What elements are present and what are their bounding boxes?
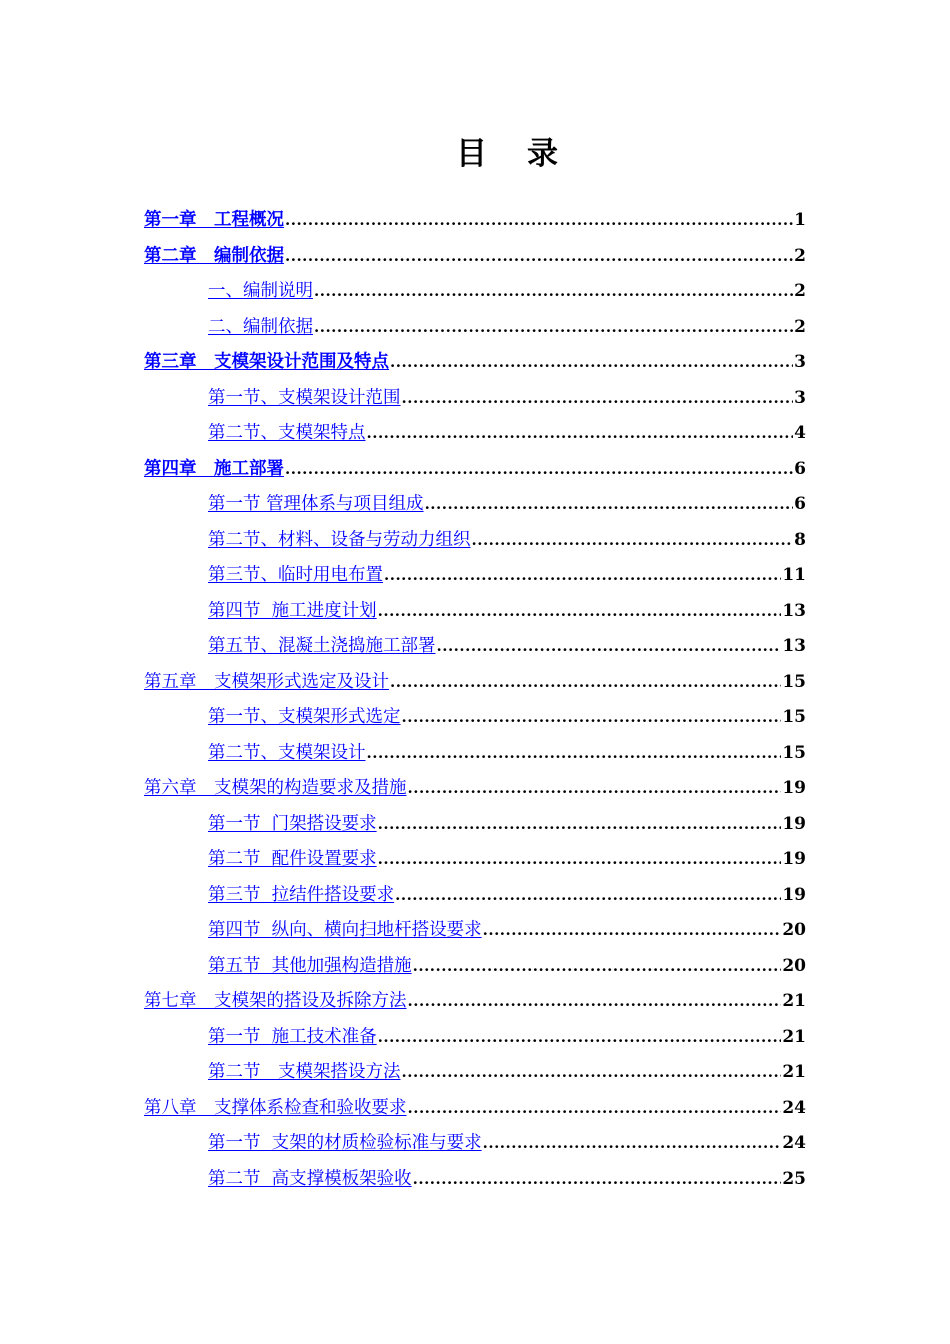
toc-entry-link[interactable]: 第二节 配件设置要求 (208, 849, 377, 869)
toc-entry-chapter[interactable] (144, 239, 806, 275)
toc-page-number: 13 (782, 600, 806, 621)
toc-page-number: 19 (782, 884, 806, 905)
toc-entry-chapter[interactable] (144, 984, 806, 1020)
page-title (0, 128, 950, 173)
toc-entry-section[interactable] (144, 381, 806, 417)
toc-page-number: 6 (794, 458, 806, 479)
toc-dot-leader (402, 381, 794, 417)
toc-entry-section[interactable] (144, 594, 806, 630)
toc-page-number: 1 (794, 210, 806, 230)
toc-entry-link[interactable]: 第五节、混凝土浇捣施工部署 (208, 636, 436, 656)
toc-dot-leader (378, 1020, 782, 1056)
toc-entry-section[interactable] (144, 700, 806, 736)
toc-entry-link[interactable]: 第三节 拉结件搭设要求 (208, 884, 395, 905)
toc-page-number: 4 (794, 423, 806, 443)
toc-entry-section[interactable] (144, 878, 806, 914)
toc-dot-leader (408, 1091, 782, 1127)
toc-page-number: 24 (782, 1133, 806, 1153)
toc-page-number: 2 (794, 281, 806, 301)
toc-entry-link[interactable]: 第一节 施工技术准备 (208, 1026, 377, 1047)
toc-entry-section[interactable] (144, 1162, 806, 1198)
toc-entry-chapter[interactable] (144, 203, 806, 239)
toc-entry-link[interactable]: 第一节、支模架形式选定 (208, 707, 401, 727)
toc-entry-section[interactable] (144, 558, 806, 594)
toc-dot-leader (285, 203, 793, 239)
toc-page-number: 15 (782, 671, 806, 692)
toc-entry-section[interactable] (144, 523, 806, 559)
toc-page-number: 8 (794, 529, 806, 550)
toc-dot-leader (367, 736, 782, 772)
toc-entry-link[interactable]: 第一章 工程概况 (144, 210, 284, 230)
table-of-contents (144, 203, 806, 1197)
toc-entry-link[interactable]: 第四节 纵向、横向扫地杆搭设要求 (208, 920, 482, 940)
toc-dot-leader (402, 700, 782, 736)
toc-dot-leader (378, 807, 782, 843)
toc-entry-section[interactable] (144, 1126, 806, 1162)
toc-dot-leader (402, 1055, 782, 1091)
toc-dot-leader (285, 239, 793, 275)
toc-entry-link[interactable]: 第五章 支模架形式选定及设计 (144, 671, 389, 692)
toc-dot-leader (472, 523, 794, 559)
toc-entry-section[interactable] (144, 842, 806, 878)
toc-entry-link[interactable]: 第二节、材料、设备与劳动力组织 (208, 529, 471, 550)
toc-entry-link[interactable]: 第一节 门架搭设要求 (208, 813, 377, 834)
toc-entry-section[interactable] (144, 949, 806, 985)
toc-entry-link[interactable]: 第二章 编制依据 (144, 245, 284, 266)
toc-dot-leader (425, 487, 794, 523)
toc-page-number: 13 (782, 636, 806, 656)
toc-dot-leader (314, 274, 793, 310)
toc-dot-leader (483, 913, 782, 949)
toc-entry-link[interactable]: 第三节、临时用电布置 (208, 565, 383, 585)
toc-entry-section[interactable] (144, 807, 806, 843)
toc-entry-section[interactable] (144, 1055, 806, 1091)
toc-page-number: 19 (782, 778, 806, 798)
toc-entry-link[interactable]: 第二节 支模架搭设方法 (208, 1062, 401, 1082)
toc-entry-link[interactable]: 一、编制说明 (208, 281, 313, 301)
toc-page-number: 3 (794, 352, 806, 372)
toc-page-number: 19 (782, 849, 806, 869)
toc-dot-leader (285, 452, 793, 488)
toc-dot-leader (483, 1126, 782, 1162)
toc-entry-link[interactable]: 第七章 支模架的搭设及拆除方法 (144, 991, 407, 1011)
toc-dot-leader (378, 594, 782, 630)
toc-page-number: 19 (782, 813, 806, 834)
toc-page-number: 6 (794, 494, 806, 514)
toc-dot-leader (408, 984, 782, 1020)
toc-entry-link[interactable]: 第二节 高支撑模板架验收 (208, 1168, 412, 1189)
toc-page-number: 21 (782, 1026, 806, 1047)
toc-page-number: 21 (782, 1062, 806, 1082)
toc-entry-link[interactable]: 第四章 施工部署 (144, 458, 284, 479)
toc-entry-link[interactable]: 第四节 施工进度计划 (208, 600, 377, 621)
toc-page-number: 20 (782, 955, 806, 976)
toc-dot-leader (408, 771, 782, 807)
toc-entry-section[interactable] (144, 274, 806, 310)
toc-entry-chapter[interactable] (144, 452, 806, 488)
toc-entry-section[interactable] (144, 913, 806, 949)
toc-entry-chapter[interactable] (144, 345, 806, 381)
toc-entry-chapter[interactable] (144, 1091, 806, 1127)
toc-entry-section[interactable] (144, 416, 806, 452)
toc-dot-leader (367, 416, 794, 452)
toc-page-number: 3 (794, 387, 806, 408)
toc-entry-chapter[interactable] (144, 771, 806, 807)
toc-entry-link[interactable]: 第八章 支撑体系检查和验收要求 (144, 1097, 407, 1118)
title-char-1: 目 (456, 136, 487, 172)
toc-page-number: 20 (782, 920, 806, 940)
toc-entry-link[interactable]: 第二节、支模架设计 (208, 742, 366, 763)
toc-page-number: 15 (782, 707, 806, 727)
toc-entry-link[interactable]: 二、编制依据 (208, 316, 313, 337)
toc-entry-section[interactable] (144, 310, 806, 346)
toc-entry-section[interactable] (144, 487, 806, 523)
toc-dot-leader (437, 629, 782, 665)
toc-dot-leader (384, 558, 781, 594)
toc-dot-leader (390, 665, 781, 701)
toc-dot-leader (413, 949, 782, 985)
toc-entry-link[interactable]: 第一节 支架的材质检验标准与要求 (208, 1133, 482, 1153)
toc-dot-leader (378, 842, 782, 878)
toc-dot-leader (395, 878, 781, 914)
toc-dot-leader (314, 310, 793, 346)
toc-entry-link[interactable]: 第一节、支模架设计范围 (208, 387, 401, 408)
toc-entry-section[interactable] (144, 629, 806, 665)
toc-dot-leader (390, 345, 793, 381)
toc-page-number: 25 (782, 1168, 806, 1189)
toc-dot-leader (413, 1162, 782, 1198)
toc-entry-link[interactable]: 第一节 管理体系与项目组成 (208, 494, 424, 514)
toc-page-number: 2 (794, 245, 806, 266)
toc-page-number: 21 (782, 991, 806, 1011)
toc-page-number: 11 (782, 565, 806, 585)
toc-page-number: 2 (794, 316, 806, 337)
toc-entry-link[interactable]: 第五节 其他加强构造措施 (208, 955, 412, 976)
toc-entry-section[interactable] (144, 736, 806, 772)
title-char-2: 录 (527, 136, 558, 172)
toc-entry-section[interactable] (144, 1020, 806, 1056)
toc-entry-link[interactable]: 第六章 支模架的构造要求及措施 (144, 778, 407, 798)
toc-entry-link[interactable]: 第三章 支模架设计范围及特点 (144, 352, 389, 372)
toc-page-number: 24 (782, 1097, 806, 1118)
toc-entry-link[interactable]: 第二节、支模架特点 (208, 423, 366, 443)
toc-entry-chapter[interactable] (144, 665, 806, 701)
toc-page-number: 15 (782, 742, 806, 763)
